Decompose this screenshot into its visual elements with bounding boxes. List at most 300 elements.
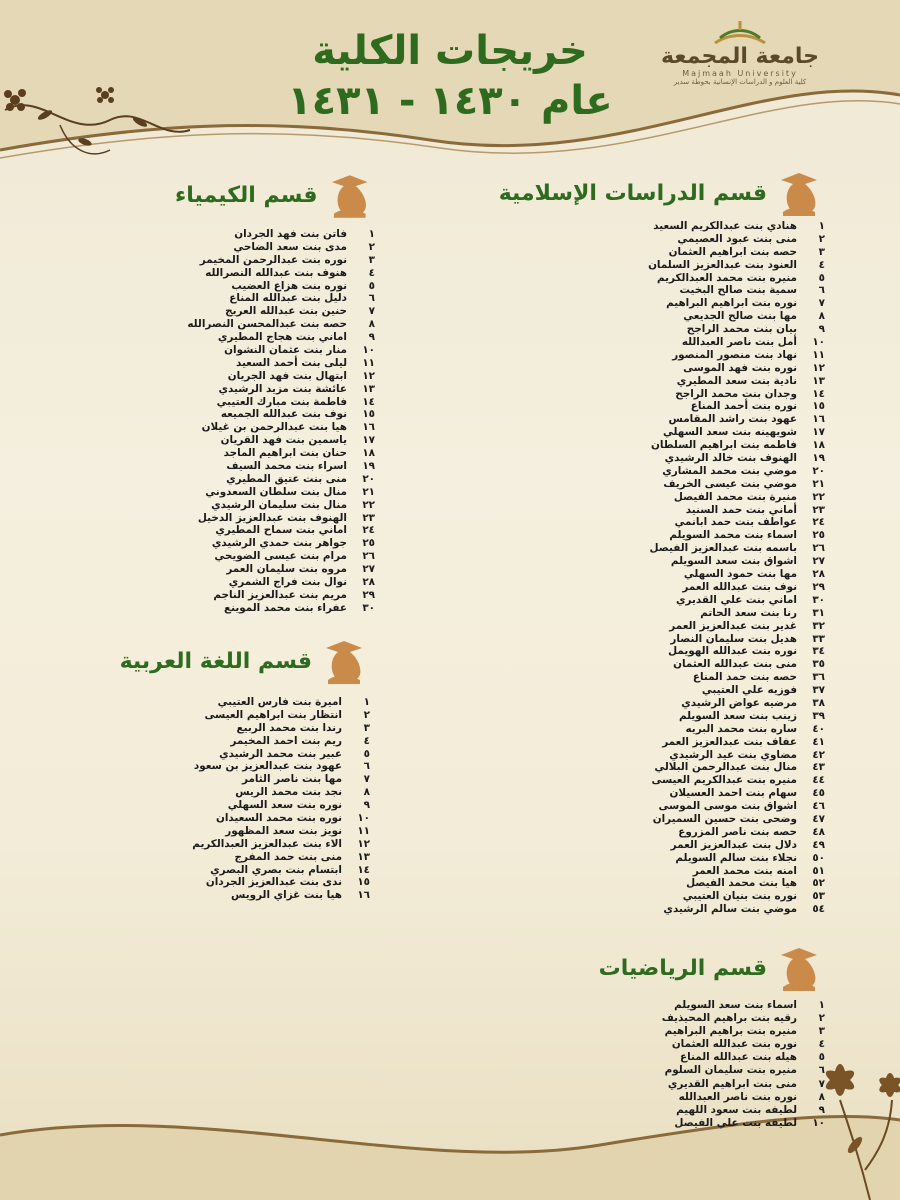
graduate-name: اشواق بنت سعد السويلم	[670, 555, 797, 568]
graduate-name: حنين بنت عبدالله العريج	[225, 305, 347, 318]
graduate-name: مرضيه عواض الرشيدي	[681, 696, 797, 709]
graduate-name: منال بنت سليمان الرشيدي	[211, 498, 347, 511]
graduate-name: اشواق بنت موسى الموسى	[658, 800, 797, 813]
graduate-list-item	[495, 865, 825, 878]
graduate-list-item	[175, 524, 375, 537]
graduate-list-item	[495, 890, 825, 903]
graduate-list-item	[70, 722, 370, 735]
graduate-list-item	[495, 284, 825, 297]
graduate-list-item	[585, 1025, 825, 1038]
graduate-name: منى بنت ابراهيم القديري	[667, 1077, 797, 1090]
item-number: ٤١	[812, 735, 825, 748]
graduate-name: دليل بنت عبدالله المناع	[229, 292, 347, 305]
graduate-list-item	[70, 760, 370, 773]
item-number: ٢١	[362, 485, 375, 498]
graduate-name: حصه بنت عبدالمحسن النصرالله	[187, 318, 347, 331]
graduate-name: منيره بنت محمد العبدالكريم	[657, 271, 797, 284]
graduate-name: مدى بنت سعد الضاحي	[233, 240, 347, 253]
graduate-list-item	[495, 684, 825, 697]
item-number: ٢	[818, 1012, 825, 1025]
graduate-name: منيره بنت سليمان السلوم	[664, 1064, 797, 1077]
item-number: ١٠	[812, 336, 825, 349]
graduate-list-item	[175, 383, 375, 396]
graduate-name: مها بنت ناصر الثامر	[242, 773, 342, 786]
item-number: ٢٠	[362, 472, 375, 485]
graduate-list-item	[495, 800, 825, 813]
graduate-list-item	[495, 736, 825, 749]
graduate-list-item	[495, 620, 825, 633]
item-number: ٢	[368, 240, 375, 253]
item-number: ١٢	[362, 369, 375, 382]
item-number: ١١	[812, 348, 825, 361]
graduate-name: الاء بنت عبدالعزيز العبدالكريم	[192, 837, 342, 850]
graduate-list-item	[495, 813, 825, 826]
graduate-list-item	[495, 452, 825, 465]
graduate-name: منال بنت سلطان السعدوني	[205, 485, 347, 498]
item-number: ٣٨	[812, 696, 825, 709]
graduate-name: نوره بنت هزاع العضيب	[231, 279, 347, 292]
graduate-list-item	[175, 318, 375, 331]
graduate-name: موضي بنت عيسى الخريف	[663, 477, 797, 490]
graduate-name: زينب بنت سعد السويلم	[678, 709, 797, 722]
item-number: ٢٥	[362, 537, 375, 550]
item-number: ٣٧	[812, 684, 825, 697]
graduate-list-item	[495, 297, 825, 310]
graduate-list-item	[495, 542, 825, 555]
graduate-list-item	[495, 465, 825, 478]
item-number: ٣٤	[812, 645, 825, 658]
graduate-list-item	[70, 735, 370, 748]
item-number: ٣	[818, 1025, 825, 1038]
graduate-name: بيان بنت محمد الراجح	[686, 323, 797, 336]
graduate-list-item	[175, 434, 375, 447]
graduate-list-item	[70, 864, 370, 877]
section-title: قسم اللغة العربية	[119, 648, 312, 674]
graduate-list-item	[70, 773, 370, 786]
graduate-list-item	[175, 537, 375, 550]
graduate-name: منيره بنت براهيم البراهيم	[664, 1025, 797, 1038]
graduate-name: موضي بنت سالم الرشيدي	[663, 903, 797, 916]
item-number: ٣٥	[812, 658, 825, 671]
graduate-name: مرام بنت عيسى الضويحي	[214, 550, 347, 563]
graduate-name: عائشة بنت مزيد الرشيدي	[218, 382, 347, 395]
section-title: قسم الرياضيات	[598, 955, 767, 981]
graduate-name: هديل بنت سليمان النصار	[670, 632, 797, 645]
graduate-name: غدير بنت عبدالعزيز العمر	[669, 619, 797, 632]
item-number: ٢	[818, 232, 825, 245]
item-number: ٤	[363, 734, 370, 747]
graduate-list-item	[70, 851, 370, 864]
item-number: ٩	[818, 323, 825, 336]
item-number: ١٦	[357, 889, 370, 902]
graduate-name: موضي بنت محمد المشاري	[662, 464, 797, 477]
graduate-list-item	[495, 220, 825, 233]
graduate-name: هيله بنت عبدالله المناع	[679, 1051, 797, 1064]
graduate-name: اماني بنت علي القديري	[676, 593, 797, 606]
graduate-name: نهاد بنت منصور المنصور	[672, 348, 797, 361]
graduate-name: منى بنت حمد المفرج	[234, 850, 342, 863]
graduate-name: نادية بنت سعد المطيري	[676, 374, 797, 387]
item-number: ١	[368, 228, 375, 240]
graduate-name: حصه بنت ناصر المزروع	[678, 825, 797, 838]
graduate-list-item	[70, 838, 370, 851]
item-number: ٥	[363, 747, 370, 760]
graduate-name: فاطمة بنت مبارك العتيبي	[216, 395, 347, 408]
graduate-name: هيا بنت محمد الفيصل	[686, 877, 797, 890]
graduate-list-item	[175, 460, 375, 473]
graduate-woman-icon	[318, 638, 370, 684]
item-number: ٤٤	[812, 774, 825, 787]
item-number: ٩	[368, 331, 375, 344]
item-number: ٧	[368, 305, 375, 318]
graduate-name: نويز بنت سعد المظهور	[225, 824, 342, 837]
item-number: ١٠	[357, 812, 370, 825]
graduate-list-item	[175, 576, 375, 589]
graduate-list-item	[495, 478, 825, 491]
graduate-list-item	[175, 357, 375, 370]
graduate-name: نوره بنت بنيان العتيبي	[682, 890, 797, 903]
graduate-name: نوره بنت ناصر العبدالله	[678, 1090, 797, 1103]
item-number: ٦	[368, 292, 375, 305]
university-logo	[655, 18, 825, 113]
item-number: ١٥	[357, 876, 370, 889]
graduate-list-item	[495, 658, 825, 671]
graduate-name: اسراء بنت محمد السيف	[226, 460, 347, 473]
graduate-name: سهام بنت احمد العسيلان	[669, 787, 797, 800]
graduate-name: سمية بنت صالح البخيت	[679, 284, 797, 297]
graduate-list-item	[495, 310, 825, 323]
item-number: ٨	[363, 786, 370, 799]
book-lamp-icon	[710, 18, 770, 48]
item-number: ٥	[818, 1051, 825, 1064]
item-number: ١٢	[812, 361, 825, 374]
item-number: ١٣	[357, 850, 370, 863]
graduate-list-item	[175, 331, 375, 344]
graduate-name: رندا بنت محمد الربيع	[236, 721, 342, 734]
graduate-list-item	[585, 1051, 825, 1064]
graduate-name: مها بنت صالح الجديعي	[683, 310, 797, 323]
item-number: ٩	[363, 799, 370, 812]
graduate-list-item	[495, 774, 825, 787]
graduate-name: ريم بنت احمد المخيمر	[230, 734, 342, 747]
graduate-name: فوزيه علي العتيبي	[701, 684, 797, 697]
item-number: ١٣	[812, 374, 825, 387]
graduate-name: منى بنت عبدالله العثمان	[673, 658, 797, 671]
item-number: ٢٤	[362, 524, 375, 537]
item-number: ١	[363, 696, 370, 708]
item-number: ٦	[818, 284, 825, 297]
item-number: ٣	[363, 721, 370, 734]
graduate-name: امنه بنت محمد العمر	[692, 864, 797, 877]
graduate-name: ابتهال بنت فهد الجريان	[227, 369, 347, 382]
graduate-list-item	[70, 889, 370, 902]
graduate-list	[585, 999, 825, 1130]
graduate-list-item	[495, 697, 825, 710]
graduate-name: وجدان بنت محمد الراجح	[675, 387, 797, 400]
graduate-list-item	[495, 413, 825, 426]
graduate-list-item	[175, 589, 375, 602]
graduate-list-item	[495, 529, 825, 542]
graduate-list-item	[70, 709, 370, 722]
graduate-list-item	[495, 259, 825, 272]
item-number: ٣٣	[812, 632, 825, 645]
graduate-name: اماني بنت هجاج المطيري	[217, 331, 347, 344]
item-number: ١٨	[362, 447, 375, 460]
section-title: قسم الدراسات الإسلامية	[498, 180, 767, 206]
graduate-list	[175, 228, 375, 615]
graduate-name: منيره بنت عبدالكريم العيسى	[651, 774, 797, 787]
graduate-list-item	[495, 710, 825, 723]
item-number: ٦	[363, 760, 370, 773]
graduate-name: عهود بنت عبدالعزيز بن سعود	[193, 760, 342, 773]
graduate-name: فاتن بنت فهد الجردان	[234, 228, 347, 240]
graduate-name: عفاف بنت عبدالعزيز العمر	[662, 735, 797, 748]
section-arabic-language	[70, 638, 370, 902]
graduate-list-item	[175, 499, 375, 512]
item-number: ٤٧	[812, 812, 825, 825]
graduate-list-item	[175, 473, 375, 486]
item-number: ١	[818, 220, 825, 232]
item-number: ١٦	[812, 413, 825, 426]
item-number: ٢٨	[812, 568, 825, 581]
graduate-name: أمل بنت ناصر العبدالله	[681, 336, 797, 349]
university-name-english: Majmaah University	[682, 69, 798, 78]
item-number: ٥٢	[812, 877, 825, 890]
graduate-name: نوف بنت عبدالله الجميعه	[220, 408, 347, 421]
graduate-list-item	[495, 272, 825, 285]
item-number: ٤	[818, 258, 825, 271]
graduate-name: نوره بنت عبدالله العثمان	[671, 1038, 797, 1051]
graduate-name: باسمه بنت عبدالعزيز الفيصل	[649, 542, 797, 555]
graduate-woman-icon	[773, 945, 825, 991]
graduate-list-item	[495, 633, 825, 646]
graduate-list-item	[585, 1038, 825, 1051]
item-number: ٤٠	[812, 722, 825, 735]
item-number: ٨	[818, 1090, 825, 1103]
graduate-list-item	[175, 267, 375, 280]
section-header	[70, 638, 370, 684]
graduate-name: عفراء بنت محمد الموينع	[224, 601, 347, 614]
graduate-name: جواهر بنت حمدي الرشيدي	[211, 537, 347, 550]
item-number: ١٥	[362, 408, 375, 421]
item-number: ٢٩	[812, 580, 825, 593]
graduate-list-item	[495, 645, 825, 658]
item-number: ٢٣	[362, 511, 375, 524]
item-number: ١١	[357, 824, 370, 837]
graduate-list-item	[585, 1012, 825, 1025]
graduate-list-item	[495, 581, 825, 594]
graduate-list-item	[495, 233, 825, 246]
graduate-name: مضاوي بنت عيد الرشيدي	[669, 748, 797, 761]
graduate-name: ليلى بنت أحمد السعيد	[235, 356, 347, 369]
item-number: ١٤	[357, 863, 370, 876]
item-number: ٣٠	[362, 601, 375, 614]
graduate-name: فاطمه بنت ابراهيم السلطان	[650, 439, 797, 452]
item-number: ٤٢	[812, 748, 825, 761]
graduate-name: منار بنت عثمان النشوان	[224, 344, 347, 357]
graduate-name: منى بنت عبود العصيمي	[677, 232, 797, 245]
graduate-name: منيرة بنت محمد الفيصل	[673, 490, 797, 503]
section-header	[495, 170, 825, 216]
section-header	[585, 945, 825, 991]
graduate-list-item	[495, 749, 825, 762]
graduate-name: ابتسام بنت بصري البصري	[210, 863, 342, 876]
graduate-name: حصه بنت ابراهيم العثمان	[668, 245, 797, 258]
graduate-list-item	[175, 396, 375, 409]
graduate-list-item	[495, 903, 825, 916]
item-number: ٢٦	[812, 542, 825, 555]
graduate-list-item	[495, 388, 825, 401]
graduate-list-item	[70, 799, 370, 812]
graduate-list-item	[175, 344, 375, 357]
graduate-list-item	[495, 555, 825, 568]
graduate-list-item	[70, 812, 370, 825]
graduate-list-item	[495, 671, 825, 684]
item-number: ٤	[818, 1038, 825, 1051]
graduate-name: دلال بنت عبدالعزيز العمر	[670, 838, 797, 851]
item-number: ٤٨	[812, 825, 825, 838]
item-number: ٤٥	[812, 787, 825, 800]
item-number: ١٧	[362, 434, 375, 447]
item-number: ٧	[818, 297, 825, 310]
section-header	[175, 172, 375, 218]
graduate-list-item	[175, 486, 375, 499]
item-number: ١٦	[362, 421, 375, 434]
graduate-list-item	[495, 852, 825, 865]
item-number: ١٨	[812, 439, 825, 452]
graduate-name: عهود بنت راشد المقامس	[668, 413, 797, 426]
graduate-name: منال بنت عبدالرحمن البلالي	[654, 761, 797, 774]
graduate-list-item	[495, 568, 825, 581]
graduate-list-item	[495, 400, 825, 413]
graduate-list-item	[70, 876, 370, 889]
graduate-list-item	[175, 447, 375, 460]
item-number: ٣	[818, 245, 825, 258]
graduate-name: اسماء بنت محمد السويلم	[669, 529, 797, 542]
graduate-list-item	[495, 362, 825, 375]
graduate-name: انتظار بنت ابراهيم العيسى	[204, 708, 342, 721]
graduate-list-item	[495, 323, 825, 336]
graduate-list-item	[585, 1064, 825, 1077]
graduate-list-item	[175, 550, 375, 563]
graduate-woman-icon	[773, 170, 825, 216]
graduate-list-item	[495, 826, 825, 839]
graduate-list-item	[585, 1091, 825, 1104]
item-number: ٣٦	[812, 671, 825, 684]
graduate-name: عواطف بنت حمد ابانمي	[674, 516, 797, 529]
graduate-name: لطيفه بنت سعود اللهيم	[676, 1103, 797, 1116]
graduate-name: الهنوف بنت خالد الرشيدي	[664, 452, 797, 465]
graduate-name: منى بنت عتيق المطيري	[226, 472, 347, 485]
graduate-list-item	[70, 696, 370, 709]
graduate-list-item	[175, 602, 375, 615]
section-chemistry	[175, 172, 375, 615]
graduate-name: مها بنت حمود السهلي	[683, 568, 797, 581]
graduate-name: الهنوف بنت عبدالعزيز الدخيل	[197, 511, 347, 524]
year-subtitle: عام ١٤٣٠ - ١٤٣١	[287, 78, 613, 124]
graduate-list-item	[495, 594, 825, 607]
item-number: ٩	[818, 1103, 825, 1116]
item-number: ٧	[818, 1077, 825, 1090]
graduate-list-item	[495, 877, 825, 890]
graduate-name: نوره بنت ابراهيم البراهيم	[666, 297, 797, 310]
item-number: ٥٤	[812, 903, 825, 916]
section-islamic-studies	[495, 170, 825, 916]
item-number: ٣٢	[812, 619, 825, 632]
graduate-name: هنادي بنت عبدالكريم السعيد	[653, 220, 797, 232]
item-number: ٣٩	[812, 709, 825, 722]
item-number: ١	[818, 999, 825, 1011]
graduate-list-item	[175, 280, 375, 293]
graduate-list-item	[495, 439, 825, 452]
item-number: ٤٦	[812, 800, 825, 813]
item-number: ٣	[368, 253, 375, 266]
graduate-name: ساره بنت محمد البريه	[685, 722, 797, 735]
item-number: ٨	[818, 310, 825, 323]
graduate-name: نوف بنت عبدالله العمر	[682, 580, 797, 593]
graduate-name: ياسمين بنت فهد القريان	[220, 434, 347, 447]
graduate-list-item	[495, 504, 825, 517]
section-mathematics	[585, 945, 825, 1130]
graduate-list-item	[585, 1117, 825, 1130]
graduate-list-item	[175, 305, 375, 318]
item-number: ٥٠	[812, 851, 825, 864]
graduate-list-item	[175, 228, 375, 241]
graduate-name: نجلاء بنت سالم السويلم	[675, 851, 797, 864]
graduate-list-item	[495, 349, 825, 362]
graduate-name: نوره بنت فهد الموسى	[683, 361, 797, 374]
graduate-woman-icon	[324, 172, 375, 218]
graduate-name: نوره بنت عبدالرحمن المخيمر	[199, 253, 347, 266]
graduate-name: نجد بنت محمد الريس	[235, 786, 342, 799]
graduate-list-item	[175, 563, 375, 576]
item-number: ٢٣	[812, 503, 825, 516]
graduate-name: نوره بنت عبدالله الهويمل	[668, 645, 797, 658]
graduate-name: اسماء بنت سعد السويلم	[674, 999, 797, 1011]
graduate-list-item	[175, 408, 375, 421]
floral-vine-ornament	[0, 80, 200, 180]
graduate-name: اماني بنت سماح المطيري	[215, 524, 347, 537]
graduate-name: نوال بنت فراج الشمري	[228, 576, 347, 589]
item-number: ٦	[818, 1064, 825, 1077]
graduate-list-item	[495, 607, 825, 620]
item-number: ٢٢	[362, 498, 375, 511]
page-title: خريجات الكلية	[312, 28, 588, 74]
item-number: ١٤	[362, 395, 375, 408]
item-number: ١٠	[812, 1116, 825, 1129]
item-number: ٢	[363, 708, 370, 721]
graduate-name: هنوف بنت عبدالله النصرالله	[205, 266, 347, 279]
graduate-list-item	[495, 246, 825, 259]
graduate-list-item	[175, 292, 375, 305]
graduate-list-item	[175, 254, 375, 267]
item-number: ٤٩	[812, 838, 825, 851]
graduate-name: اميرة بنت فارس العتيبي	[217, 696, 342, 708]
item-number: ١٩	[362, 460, 375, 473]
graduate-list-item	[495, 375, 825, 388]
item-number: ٧	[363, 773, 370, 786]
item-number: ١١	[362, 356, 375, 369]
university-name: جامعة المجمعة	[660, 44, 820, 69]
graduate-list-item	[495, 426, 825, 439]
graduate-list-item	[585, 1104, 825, 1117]
graduate-name: هيا بنت عبدالرحمن بن غيلان	[201, 421, 347, 434]
graduate-name: شويهينه بنت سعد السهلي	[662, 426, 797, 439]
graduate-list-item	[495, 787, 825, 800]
item-number: ٥٣	[812, 890, 825, 903]
graduate-list-item	[70, 825, 370, 838]
item-number: ١٤	[812, 387, 825, 400]
